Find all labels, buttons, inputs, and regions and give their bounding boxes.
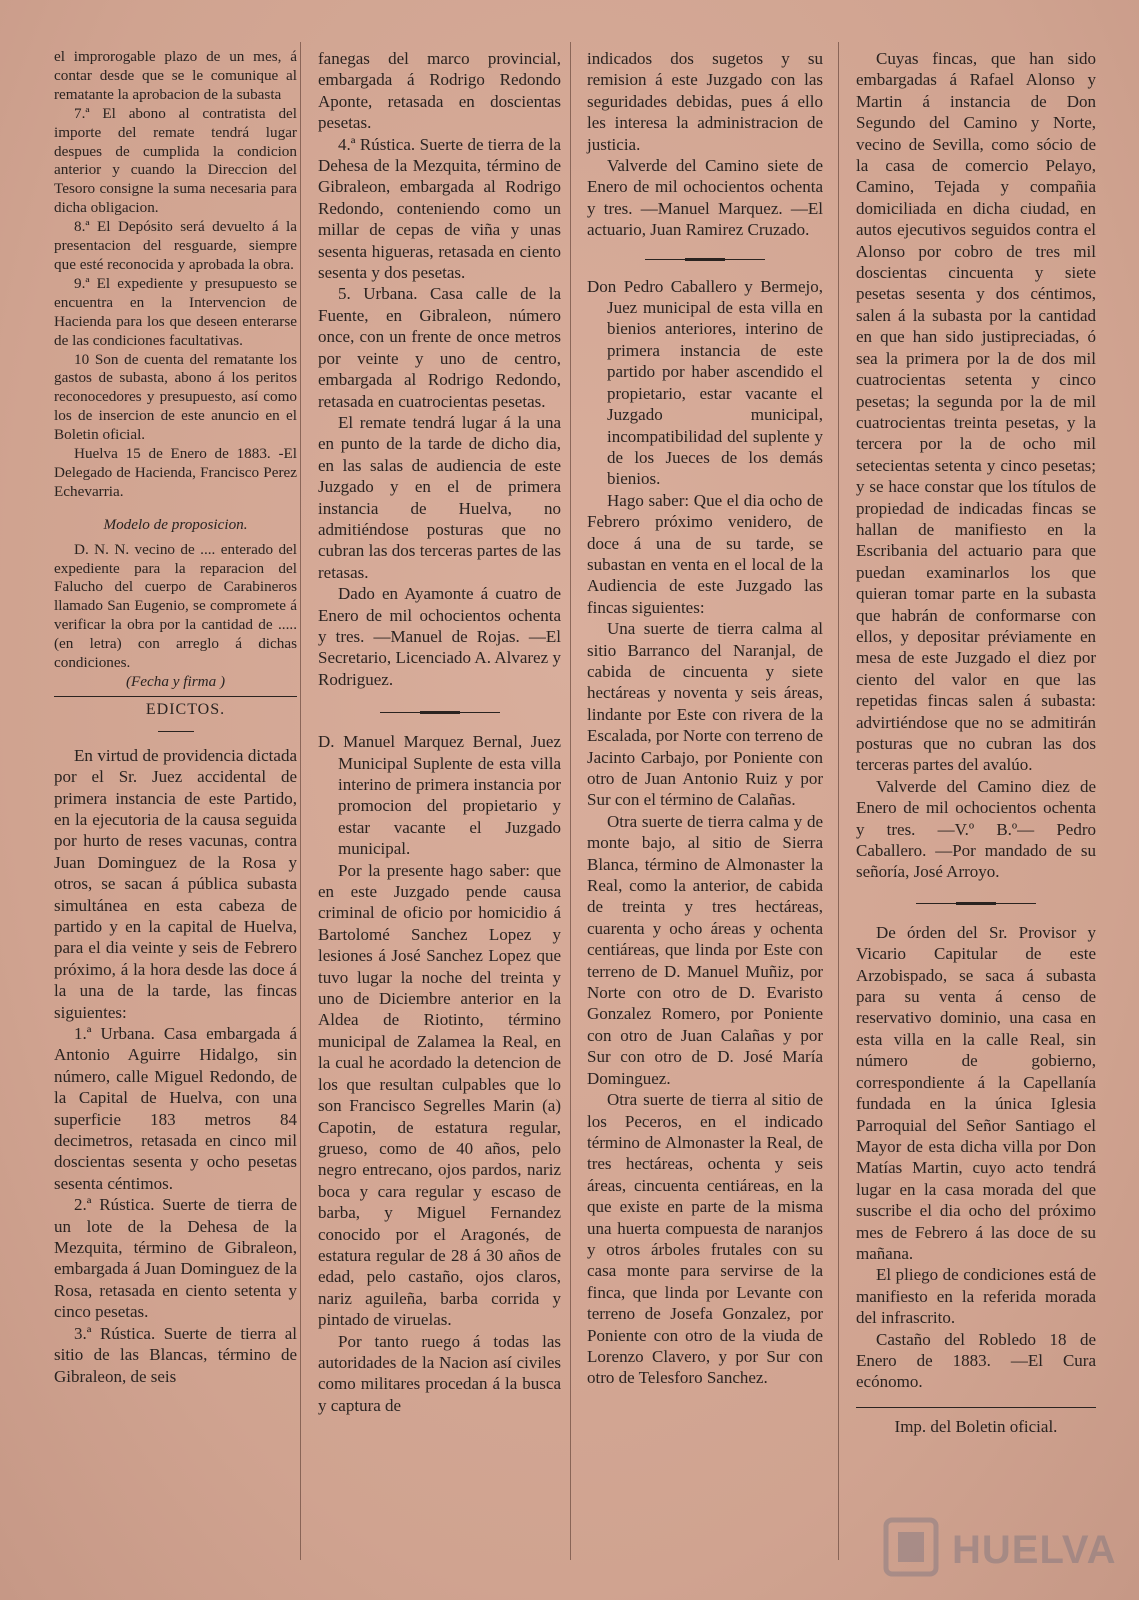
modelo-title: Modelo de proposicion. [103,515,248,533]
paragraph: 2.ª Rústica. Suerte de tierra de un lote de la Dehesa de la Mezquita, término de Gibraleon, embargada á Juan Dominguez de la Rosa, retasada en ciento setenta y cinco pesetas. [54,1195,297,1322]
paragraph: 4.ª Rústica. Suerte de tierra de la Dehesa de la Mezquita, término de Gibraleon, embargada al Rodrigo Redondo, conteniendo como un millar de cepas de viña y unas sesenta higueras, retasada en ciento sesenta y dos pesetas. [318,134,561,283]
column-divider [838,42,839,1560]
paragraph: 8.ª El Depósito será devuelto á la presentacion del resguarde, siempre que esté reconocida y aprobada la obra. [54,218,297,273]
paragraph: Otra suerte de tierra al sitio de los Peceros, en el indicado término de Almonaster la Real, de tres hectáreas, ochenta y seis áreas, cincuenta centiáreas, en la que existe en parte de la misma una huerta compuesta de naranjos y otros árboles frutales con su casa monte para servirse de la finca, que linda por Levante con terreno de Josefa Gonzalez, por Poniente con otro de la viuda de Lorenzo Clavero, y por Sur con otro de Telesforo Sanchez. [587,1090,823,1388]
fecha-firma: (Fecha y firma ) [125,673,226,690]
paragraph: Por tanto ruego á todas las autoridades de la Nacion así civiles como militares procedan á la busca y captura de [318,1331,561,1415]
paragraph: 7.ª El abono al contratista del importe del remate tendrá lugar despues de cumplida la condicion anterior y cuando la Direccion del Tesoro consigne la suma necesaria para dicha obligacion. [54,104,297,217]
paragraph: Cuyas fincas, que han sido embargadas á Rafael Alonso y Martin á instancia de Don Segundo del Camino y Norte, vecino de Sevilla, como sócio de la casa de comercio Pelayo, Camino, Tejada y compañia domiciliada en dicha ciudad, en autos ejecutivos seguidos contra el Alonso por cobro de tres mil doscientas cincuenta y siete pesetas sesenta y dos céntimos, salen á la subasta por la cantidad en que han sido justipreciadas, ó sea la primera por la de dos mil cuatrocientas setenta y cinco pesetas; la segunda por la de mil cuatrocientas treinta pesetas, y la tercera por la de ocho mil setecientas setenta y cinco pesetas; y se hace constar que los títulos de propiedad de indicadas fincas se hallan de manifiesto en la Escribania del actuario para que puedan examinarlos los que quieran tomar parte en la subasta que habrán de conformarse con ellos, y depositar préviamente en mesa de este Juzgado el diez por ciento del valor en que las repetidas fincas salen á subasta: advirtiéndose que no se admitirán posturas que no cubran las dos terceras partes del avalúo. [856,49,1096,775]
edict-heading: D. Manuel Marquez Bernal, Juez Municipal Suplente de esta villa interino de primera instancia por promocion del propietario y estar vacante el Juzgado municipal. [318,732,561,859]
ornament-separator [645,259,765,260]
paragraph: En virtud de providencia dictada por el Sr. Juez accidental de primera instancia de este Partido, en la ejecutoria de la causa seguida por hurto de reses vacunas, contra Juan Dominguez de la Rosa y otros, se sacan á pública subasta simultánea en esta cabeza de partido y en la capital de Huelva, para el dia veinte y seis de Febrero próximo, á la hora desde las doce á la una de la tarde, las fincas siguientes: [54,745,297,1022]
seal-icon [878,1514,944,1580]
paragraph: 5. Urbana. Casa calle de la Fuente, en Gibraleon, número once, con un frente de once metros por veinte y uno de centro, embargada al Rodrigo Redondo, retasada en cuatrocientas pesetas. [318,284,561,411]
dash-separator [54,722,297,741]
column-2 [318,48,561,1416]
signature-paragraph: Dado en Ayamonte á cuatro de Enero de mil ochocientos ochenta y tres. —Manuel de Rojas. —El Secretario, Licenciado A. Alvarez y Rodriguez. [318,584,561,689]
watermark-text: HUELVA [952,1528,1117,1572]
modelo-text: D. N. N. vecino de .... enterado del expediente para la reparacion del Falucho del cuerpo de Carabineros llamado San Eugenio, se compromete á verificar la obra por la cantidad de ..... (en letra) con arreglo á dichas condiciones. [54,540,297,672]
paragraph: Por la presente hago saber: que en este Juzgado pende causa criminal de oficio por homicidio á Bartolomé Sanchez Lopez y lesiones á José Sanchez Lopez que tuvo lugar la noche del treinta y uno de Diciembre anterior en la Aldea de Riotinto, término municipal de Zalamea la Real, en la cual he acordado la detencion de los que resultan culpables que lo son Francisco Segrelles Marin (a) Capotin, de estatura regular, grueso, como de 40 años, pelo negro entrecano, ojos pardos, nariz boca y cara regular y escaso de barba, y Miguel Fernandez conocido por el Aragonés, de estatura regular de 28 á 30 años de edad, pelo castaño, ojos claros, nariz aguileña, barba corrida y pintado de viruelas. [318,860,561,1330]
column-4 [856,48,1096,1437]
rule [856,1407,1096,1408]
signature-paragraph: Huelva 15 de Enero de 1883. -El Delegado de Hacienda, Francisco Perez Echevarria. [54,445,297,500]
paragraph: 9.ª El expediente y presupuesto se encuentra en la Intervencion de Hacienda para los que deseen enterarse de las condiciones facultativas. [54,274,297,349]
edict-heading: Don Pedro Caballero y Bermejo, Juez municipal de esta villa en bienios anteriores, interino de primera instancia de este partido por haber ascendido el propietario, estar vacante el Juzgado municipal, incompatibilidad del suplente y de los Jueces de los demás bienios. [587,276,823,489]
paragraph: indicados dos sugetos y su remision á este Juzgado con las seguridades debidas, pues á ello les interesa la administracion de justicia. [587,49,823,154]
huelva-watermark [868,1510,1117,1580]
paragraph: De órden del Sr. Provisor y Vicario Capitular de este Arzobispado, se saca á subasta para su venta á censo de reservativo dominio, una casa en esta villa en la calle Real, sin número de gobierno, correspondiente á la Capellanía fundada en la única Iglesia Parroquial del Señor Santiago el Mayor de esta dicha villa por Don Matías Martin, cuyo acto tendrá lugar en la casa morada del que suscribe el dia ocho del próximo mes de Febrero á las doce de su mañana. [856,922,1096,1263]
paragraph: 10 Son de cuenta del rematante los gastos de subasta, abono á los peritos reconocedores y presupuesto, así como los de insercion de este anuncio en el Boletin oficial. [54,350,297,444]
column-3 [587,48,823,1389]
imprenta-line: Imp. del Boletin oficial. [894,1416,1058,1436]
signature-paragraph: Castaño del Robledo 18 de Enero de 1883. —El Cura ecónomo. [856,1329,1096,1392]
signature-paragraph: Valverde del Camino siete de Enero de mil ochocientos ochenta y tres. —Manuel Marquez. —El actuario, Juan Ramirez Cruzado. [587,156,823,240]
signature-paragraph: Valverde del Camino diez de Enero de mil ochocientos ochenta y tres. —V.º B.º— Pedro Caballero. —Por mandado de su señoría, José Arroyo. [856,776,1096,882]
paragraph: Una suerte de tierra calma al sitio Barranco del Naranjal, de cabida de cincuenta y siete hectáreas y noventa y seis áreas, lindante por Este con rivera de la Escalada, por Norte con terreno de Jacinto Carbajo, por Poniente con otro de Juan Antonio Ruiz y por Sur con el término de Calañas. [587,619,823,810]
paragraph: El remate tendrá lugar á la una en punto de la tarde de dicho dia, en las salas de audiencia de este Juzgado y en el de primera instancia de Huelva, no admitiéndose posturas que no cubran las dos terceras partes de las retasas. [318,412,561,582]
column-1 [54,48,297,1387]
ornament-separator [916,903,1036,904]
paragraph: el improrogable plazo de un mes, á contar desde que se le comunique al rematante la aprobacion de la subasta [54,48,297,103]
column-divider [570,42,571,1560]
paragraph: fanegas del marco provincial, embargada á Rodrigo Redondo Aponte, retasada en doscientas pesetas. [318,49,561,133]
paragraph: El pliego de condiciones está de manifiesto en la referida morada del infrascrito. [856,1265,1096,1328]
ornament-separator [380,712,500,713]
paragraph: Otra suerte de tierra calma y de monte bajo, al sitio de Sierra Blanca, término de Almonaster la Real, como la anterior, de cabida de treinta y tres hectáreas, cuarenta y ocho áreas y ochenta centiáreas, que linda por Este con terreno de D. Manuel Muñiz, por Norte con otro de D. Evaristo Gonzalez Romero, por Poniente con otro de Juan Calañas y por Sur con otro de D. José María Dominguez. [587,811,823,1088]
column-divider [300,42,301,1560]
rule [54,696,297,697]
paragraph: 3.ª Rústica. Suerte de tierra al sitio de las Blancas, término de Gibraleon, de seis [54,1323,297,1386]
paragraph: 1.ª Urbana. Casa embargada á Antonio Aguirre Hidalgo, sin número, calle Miguel Redondo, de la Capital de Huelva, con una superficie 183 metros 84 decimetros, retasada en cinco mil doscientas sesenta y ocho pesetas sesenta céntimos. [54,1024,297,1193]
edictos-title: EDICTOS. [145,700,226,718]
paragraph: Hago saber: Que el dia ocho de Febrero próximo venidero, de doce á una de su tarde, se subastan en venta en el local de la Audiencia de este Juzgado las fincas siguientes: [587,490,823,617]
